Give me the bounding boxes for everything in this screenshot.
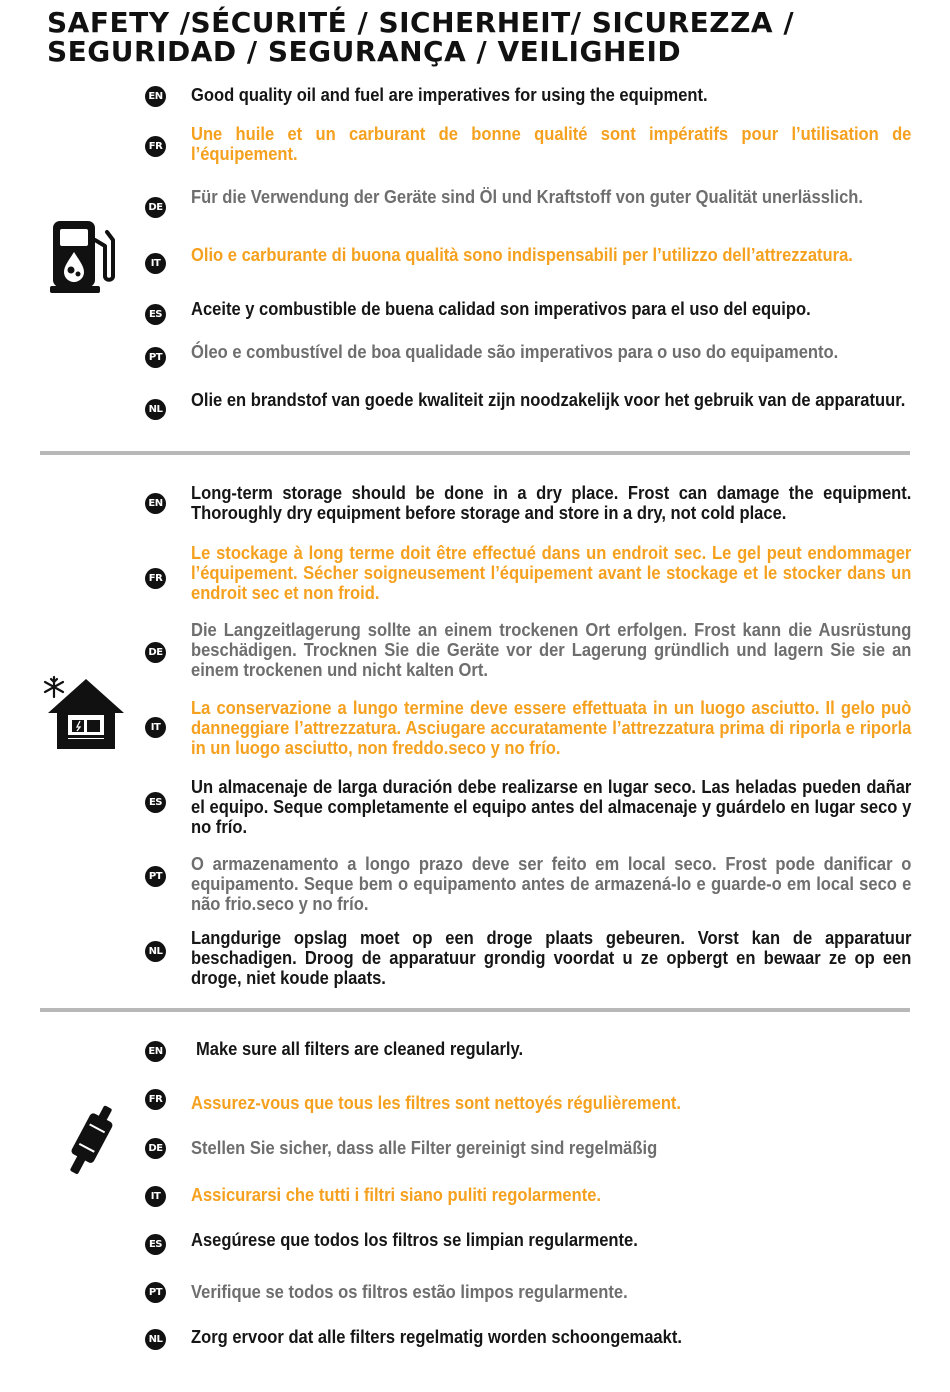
page-title-line-1: SAFETY /SÉCURITÉ / SICHERHEIT/ SICUREZZA / <box>47 6 795 39</box>
instruction-text-en: Make sure all filters are cleaned regularly. <box>196 1038 524 1059</box>
instruction-text-fr: Le stockage à long terme doit être effectué dans un endroit sec. Le gel peut endommager l’équipement. Sécher soigneusement l’équipement avant le stockage et le stocker dans un endroit sec et non froid. <box>191 542 912 603</box>
instruction-text-fr: Une huile et un carburant de bonne qualité sont impératifs pour l’utilisation de l’équipement. <box>191 123 912 164</box>
instruction-text-fr: Assurez-vous que tous les filtres sont nettoyés régulièrement. <box>191 1092 682 1113</box>
lang-badge-pt: PT <box>145 347 166 368</box>
instruction-text-es: Aceite y combustible de buena calidad son imperativos para el uso del equipo. <box>191 298 811 319</box>
instruction-text-it: Assicurarsi che tutti i filtri siano puliti regolarmente. <box>191 1184 602 1205</box>
instruction-text-de: Die Langzeitlagerung sollte an einem trockenen Ort erfolgen. Frost kann die Ausrüstung beschädigen. Trocknen Sie die Geräte vor der Lagerung gründlich und lagern Sie sie an einem trockenen und nicht kalten Ort. <box>191 619 912 680</box>
lang-badge-fr: FR <box>145 1089 166 1110</box>
fuel-filter-icon <box>58 1103 124 1179</box>
lang-badge-nl: NL <box>145 941 166 962</box>
instruction-text-it: Olio e carburante di buona qualità sono indispensabili per l’utilizzo dell’attrezzatura. <box>191 244 853 265</box>
section-divider <box>40 451 910 455</box>
lang-badge-fr: FR <box>145 136 166 157</box>
section-divider <box>40 1008 910 1012</box>
instruction-text-nl: Zorg ervoor dat alle filters regelmatig worden schoongemaakt. <box>191 1326 682 1347</box>
page-title <box>47 8 927 66</box>
lang-badge-de: DE <box>145 197 166 218</box>
instruction-text-es: Asegúrese que todos los filtros se limpian regularmente. <box>191 1229 638 1250</box>
lang-badge-nl: NL <box>145 1329 166 1350</box>
instruction-text-es: Un almacenaje de larga duración debe realizarse en lugar seco. Las heladas pueden dañar el equipo. Seque completamente el equipo antes del almacenaje y guárdelo en lugar seco y no frío. <box>191 776 912 837</box>
frost-storage-house-icon <box>40 673 132 751</box>
lang-badge-pt: PT <box>145 1282 166 1303</box>
instruction-text-nl: Langdurige opslag moet op een droge plaats gebeuren. Vorst kan de apparatuur beschadigen. Droog de apparatuur grondig voordat u ze opbergt en bewaar ze op een droge, niet koude plaats. <box>191 927 912 988</box>
lang-badge-en: EN <box>145 1041 166 1062</box>
lang-badge-pt: PT <box>145 866 166 887</box>
lang-badge-nl: NL <box>145 399 166 420</box>
lang-badge-en: EN <box>145 86 166 107</box>
instruction-text-nl: Olie en brandstof van goede kwaliteit zijn noodzakelijk voor het gebruik van de apparatuur. <box>191 389 906 410</box>
instruction-text-de: Für die Verwendung der Geräte sind Öl und Kraftstoff von guter Qualität unerlässlich. <box>191 186 864 207</box>
lang-badge-it: IT <box>145 717 166 738</box>
instruction-text-de: Stellen Sie sicher, dass alle Filter gereinigt sind regelmäßig <box>191 1137 658 1158</box>
instruction-text-pt: Verifique se todos os filtros estão limpos regularmente. <box>191 1281 628 1302</box>
lang-badge-de: DE <box>145 642 166 663</box>
lang-badge-fr: FR <box>145 568 166 589</box>
instruction-text-pt: Óleo e combustível de boa qualidade são imperativos para o uso do equipamento. <box>191 341 839 362</box>
lang-badge-es: ES <box>145 1234 166 1255</box>
lang-badge-en: EN <box>145 493 166 514</box>
lang-badge-it: IT <box>145 253 166 274</box>
instruction-text-en: Good quality oil and fuel are imperatives for using the equipment. <box>191 84 708 105</box>
lang-badge-es: ES <box>145 792 166 813</box>
lang-badge-es: ES <box>145 304 166 325</box>
instruction-text-en: Long-term storage should be done in a dry place. Frost can damage the equipment. Thoroughly dry equipment before storage and store in a dry, not cold place. <box>191 482 912 523</box>
instruction-text-pt: O armazenamento a longo prazo deve ser feito em local seco. Frost pode danificar o equipamento. Seque bem o equipamento antes de armazená-lo e guarde-o em local seco e não frio.seco y no frío. <box>191 853 912 914</box>
page-title-line-2: SEGURIDAD / SEGURANÇA / VEILIGHEID <box>47 35 682 68</box>
lang-badge-de: DE <box>145 1138 166 1159</box>
fuel-pump-icon <box>50 220 120 294</box>
lang-badge-it: IT <box>145 1186 166 1207</box>
instruction-text-it: La conservazione a lungo termine deve essere effettuata in un luogo asciutto. Il gelo può danneggiare l’attrezzatura. Asciugare accuratamente l’attrezzatura prima di riporla e riporla in un luogo asciutto, non freddo.seco y no frío. <box>191 697 912 758</box>
